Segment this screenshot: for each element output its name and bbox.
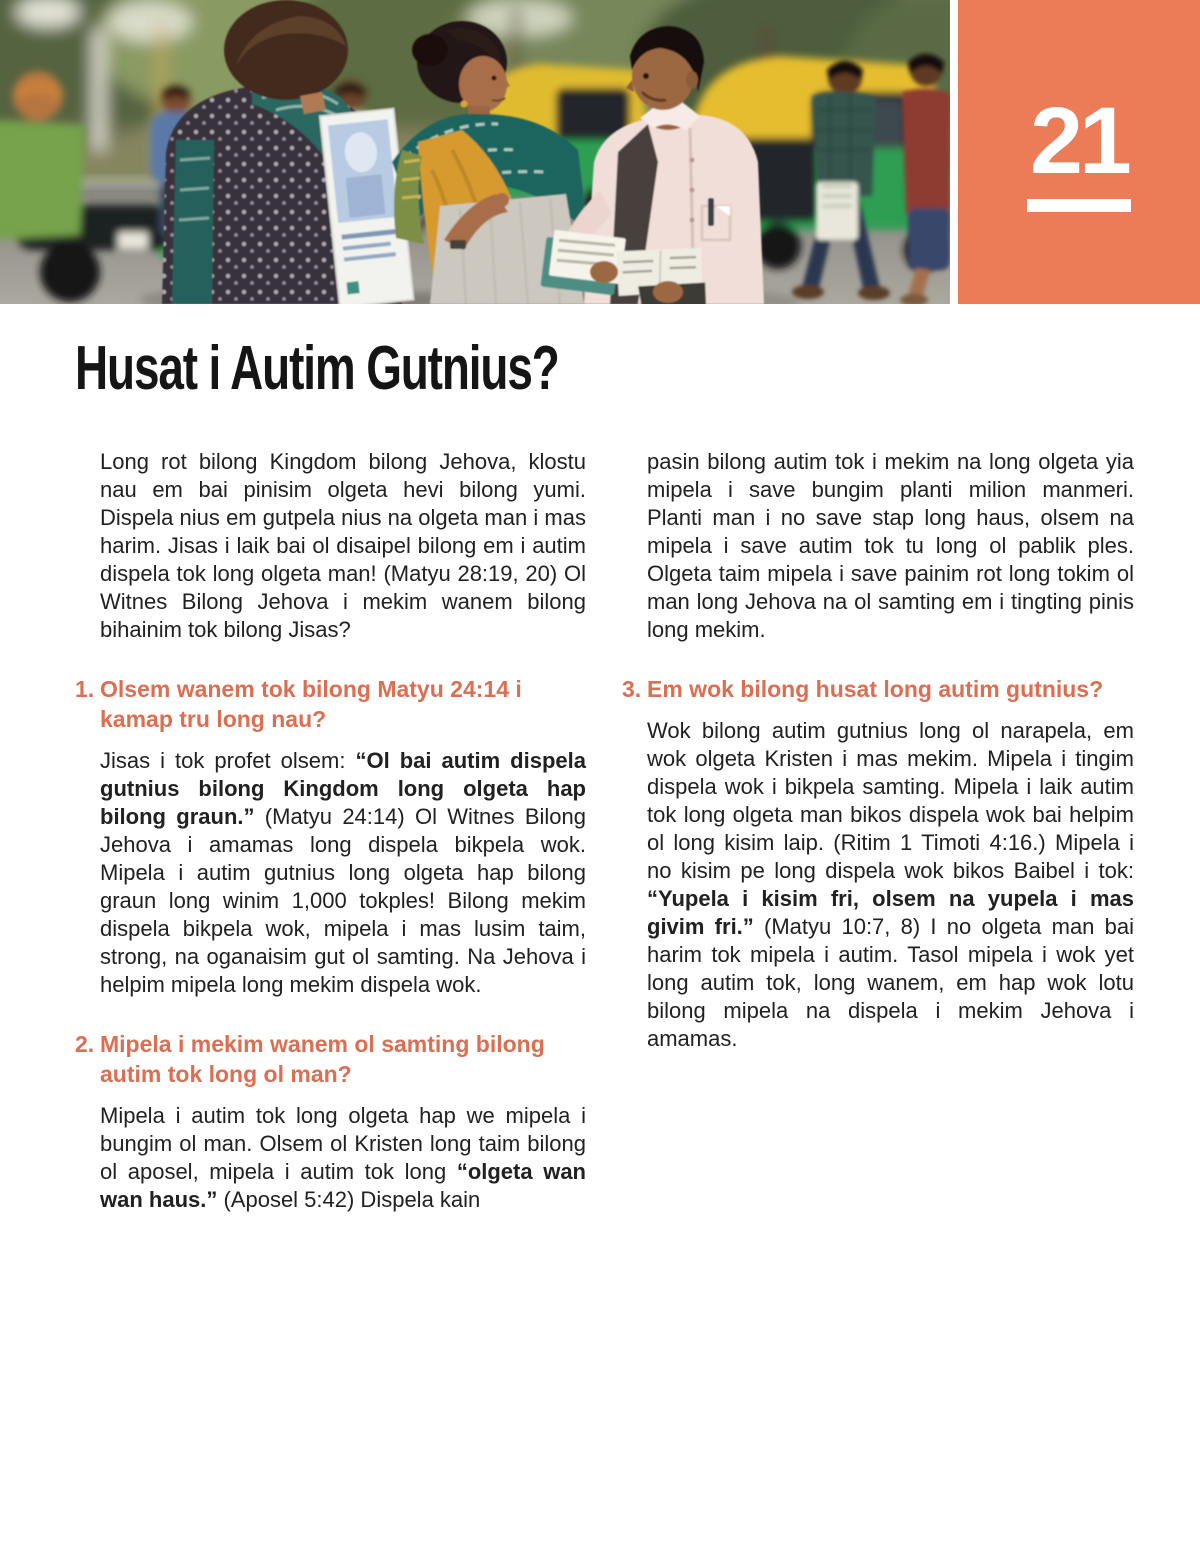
page-title: Husat i Autim Gutnius? <box>75 334 559 403</box>
question-number: 1. <box>75 676 95 702</box>
header-photo <box>0 0 950 304</box>
right-column <box>622 448 1134 1053</box>
foreground-figures <box>162 0 764 304</box>
scripture-quote: “olgeta wan wan haus.” <box>100 1159 586 1212</box>
chapter-number-badge <box>958 0 1200 304</box>
paragraph-text: (Matyu 24:14) Ol Witnes Bilong Jehova i amamas long dispela bikpela wok. Mipela i autim gutnius long olgeta hap bilong graun long winim 1,000 tokples! Bilong mekim dispela bikpela wok, mipela i mas lusim taim, strong, na oganaisim gut ol samting. Na Jehova i helpim mipela long mekim dispela wok. <box>100 804 586 997</box>
body-paragraph <box>100 747 586 999</box>
question-number: 3. <box>622 676 642 702</box>
body-paragraph <box>647 717 1134 1053</box>
chapter-number: 21 <box>1030 88 1128 194</box>
paragraph-text: Long rot bilong Kingdom bilong Jehova, klostu nau em bai pinisim olgeta hevi bilong yumi. Dispela nius em gutpela nius na olgeta man i mas harim. Jisas i laik bai ol disaipel bilong em i autim dispela tok long olgeta man! (Matyu 28:19, 20) Ol Witnes Bilong Jehova i mekim wanem bilong bihainim tok bilong Jisas? <box>100 449 586 642</box>
paragraph-text: (Aposel 5:42) Dispela kain <box>217 1187 481 1212</box>
question-heading <box>622 674 1134 704</box>
paragraph-text: (Matyu 10:7, 8) I no olgeta man bai harim tok mipela i autim. Tasol mipela i wok yet long autim tok, long wanem, em hap wok lotu bilong mipela na dispela i mekim Jehova i amamas. <box>647 914 1134 1051</box>
paragraph-text: Mipela i autim tok long olgeta hap we mipela i bungim ol man. Olsem ol Kristen long taim bilong ol aposel, mipela i autim tok long <box>100 1103 586 1184</box>
left-column <box>75 448 586 1214</box>
question-text: Olsem wanem tok bilong Matyu 24:14 i kamap tru long nau? <box>100 676 522 732</box>
body-paragraph <box>100 448 586 644</box>
scripture-quote: “Yupela i kisim fri, olsem na yupela i mas givim fri.” <box>647 886 1134 939</box>
paragraph-text: Jisas i tok profet olsem: <box>100 748 356 773</box>
question-text: Mipela i mekim wanem ol samting bilong autim tok long ol man? <box>100 1031 545 1087</box>
body-paragraph <box>100 1102 586 1214</box>
question-text: Em wok bilong husat long autim gutnius? <box>647 676 1104 702</box>
chapter-underline <box>1027 199 1131 212</box>
question-number: 2. <box>75 1031 95 1057</box>
street-witnessing-photo <box>0 0 950 304</box>
question-heading <box>75 674 586 734</box>
question-heading <box>75 1029 586 1089</box>
body-paragraph <box>647 448 1134 644</box>
scripture-quote: “Ol bai autim dispela gutnius bilong Kingdom long olgeta hap bilong graun.” <box>100 748 586 829</box>
paragraph-text: pasin bilong autim tok i mekim na long olgeta yia mipela i save bungim planti milion manmeri. Planti man i no save stap long haus, olsem na mipela i save autim tok tu long ol pablik ples. Olgeta taim mipela i save painim rot long tokim ol man long Jehova na ol samting em i tingting pinis long mekim. <box>647 449 1134 642</box>
paragraph-text: Wok bilong autim gutnius long ol narapela, em wok olgeta Kristen i mas mekim. Mipela i tingim dispela wok i bikpela samting. Mipela i laik autim tok long olgeta man bikos dispela wok bai helpim ol long kisim laip. (Ritim 1 Timoti 4:16.) Mipela i no kisim pe long dispela wok bikos Baibel i tok: <box>647 718 1134 883</box>
